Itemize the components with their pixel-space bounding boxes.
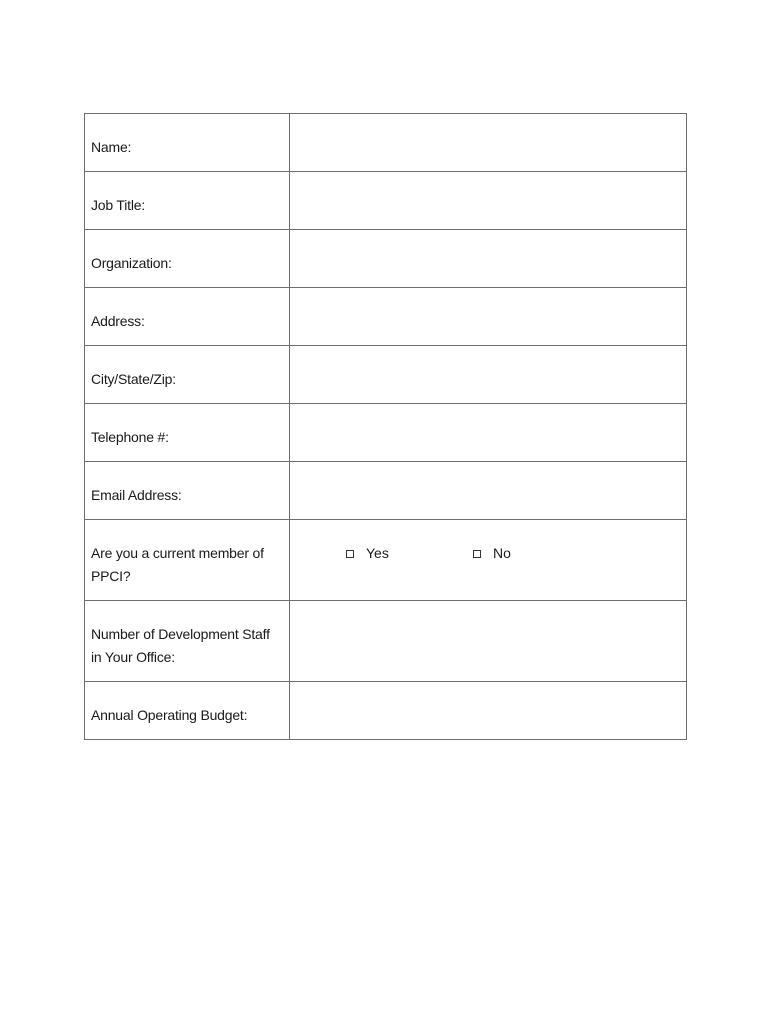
form-row-organization [85, 230, 687, 288]
label-cell [85, 682, 290, 740]
city-state-zip-field[interactable] [290, 346, 687, 404]
form-row-job-title [85, 172, 687, 230]
development-staff-label: Number of Development Staff in Your Office: [91, 626, 270, 665]
no-label: No [493, 545, 511, 561]
label-cell [85, 601, 290, 682]
form-row-address [85, 288, 687, 346]
yes-option[interactable] [346, 542, 389, 565]
label-cell [85, 230, 290, 288]
label-cell [85, 520, 290, 601]
organization-field[interactable] [290, 230, 687, 288]
job-title-field[interactable] [290, 172, 687, 230]
label-cell [85, 346, 290, 404]
label-cell [85, 288, 290, 346]
no-option[interactable] [473, 542, 511, 565]
yes-checkbox[interactable] [346, 550, 354, 558]
label-cell [85, 172, 290, 230]
no-checkbox[interactable] [473, 550, 481, 558]
form-row-email [85, 462, 687, 520]
address-label: Address: [91, 313, 145, 329]
address-field[interactable] [290, 288, 687, 346]
form-row-operating-budget [85, 682, 687, 740]
label-cell [85, 462, 290, 520]
yes-label: Yes [366, 545, 389, 561]
form-row-city-state-zip [85, 346, 687, 404]
email-label: Email Address: [91, 487, 182, 503]
telephone-label: Telephone #: [91, 429, 169, 445]
email-field[interactable] [290, 462, 687, 520]
name-label: Name: [91, 139, 132, 155]
telephone-field[interactable] [290, 404, 687, 462]
registration-form-table [84, 113, 687, 740]
form-row-development-staff [85, 601, 687, 682]
form-row-name [85, 114, 687, 172]
job-title-label: Job Title: [91, 197, 146, 213]
operating-budget-field[interactable] [290, 682, 687, 740]
form-row-telephone [85, 404, 687, 462]
ppci-member-label: Are you a current member of PPCI? [91, 545, 264, 584]
operating-budget-label: Annual Operating Budget: [91, 707, 248, 723]
label-cell [85, 404, 290, 462]
city-state-zip-label: City/State/Zip: [91, 371, 176, 387]
ppci-member-options [290, 520, 687, 601]
label-cell [85, 114, 290, 172]
form-row-ppci-member [85, 520, 687, 601]
development-staff-field[interactable] [290, 601, 687, 682]
organization-label: Organization: [91, 255, 172, 271]
name-field[interactable] [290, 114, 687, 172]
